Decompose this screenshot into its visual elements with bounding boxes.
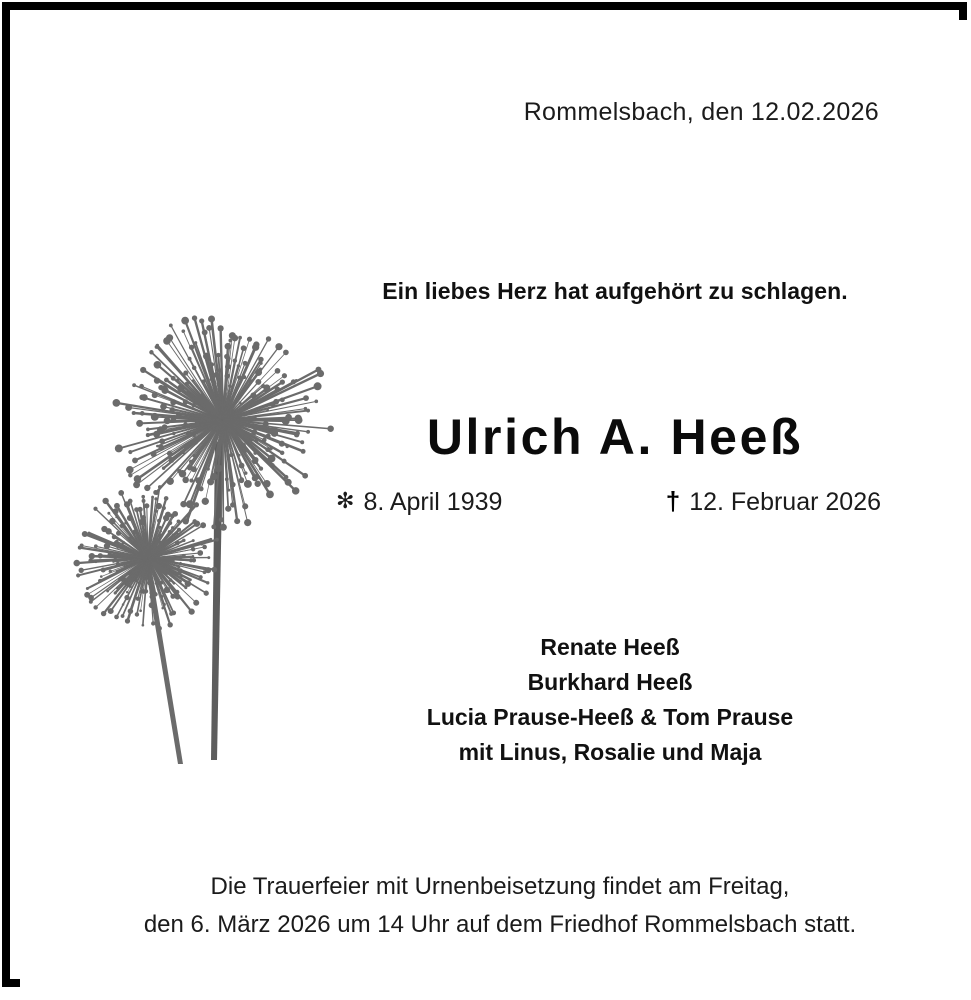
ceremony-line: Die Trauerfeier mit Urnenbeisetzung findet am Freitag,: [210, 873, 790, 900]
death-date-group: [666, 486, 881, 517]
death-date: 12. Februar 2026: [689, 488, 881, 516]
deceased-name: Ulrich A. Heeß: [426, 409, 804, 465]
place-label: Rommelsbach, den: [523, 98, 744, 126]
survivor-line: mit Linus, Rosalie und Maja: [458, 739, 762, 765]
ceremony-info: [80, 868, 920, 944]
survivor-line: Burkhard Heeß: [527, 669, 693, 695]
place-and-date-line: [524, 98, 879, 127]
survivor-line: Lucia Prause-Heeß & Tom Prause: [426, 704, 794, 730]
life-dates: [336, 486, 881, 517]
ceremony-line: den 6. März 2026 um 14 Uhr auf dem Friedhof Rommelsbach statt.: [143, 911, 857, 938]
birth-star-icon: ✻: [336, 488, 355, 513]
death-cross-icon: †: [665, 486, 681, 516]
flower-head-small: [73, 485, 218, 631]
motto-text: Ein liebes Herz hat aufgehört zu schlagen.: [382, 278, 848, 304]
birth-date: 8. April 1939: [363, 488, 503, 516]
notice-inner: [20, 20, 969, 989]
birth-date-group: [336, 488, 502, 517]
survivor-line: Renate Heeß: [540, 634, 680, 660]
survivors-list: [320, 630, 900, 770]
notice-date: 12.02.2026: [750, 98, 879, 126]
mourning-frame: [2, 2, 967, 987]
flower-head-large: [113, 315, 334, 530]
